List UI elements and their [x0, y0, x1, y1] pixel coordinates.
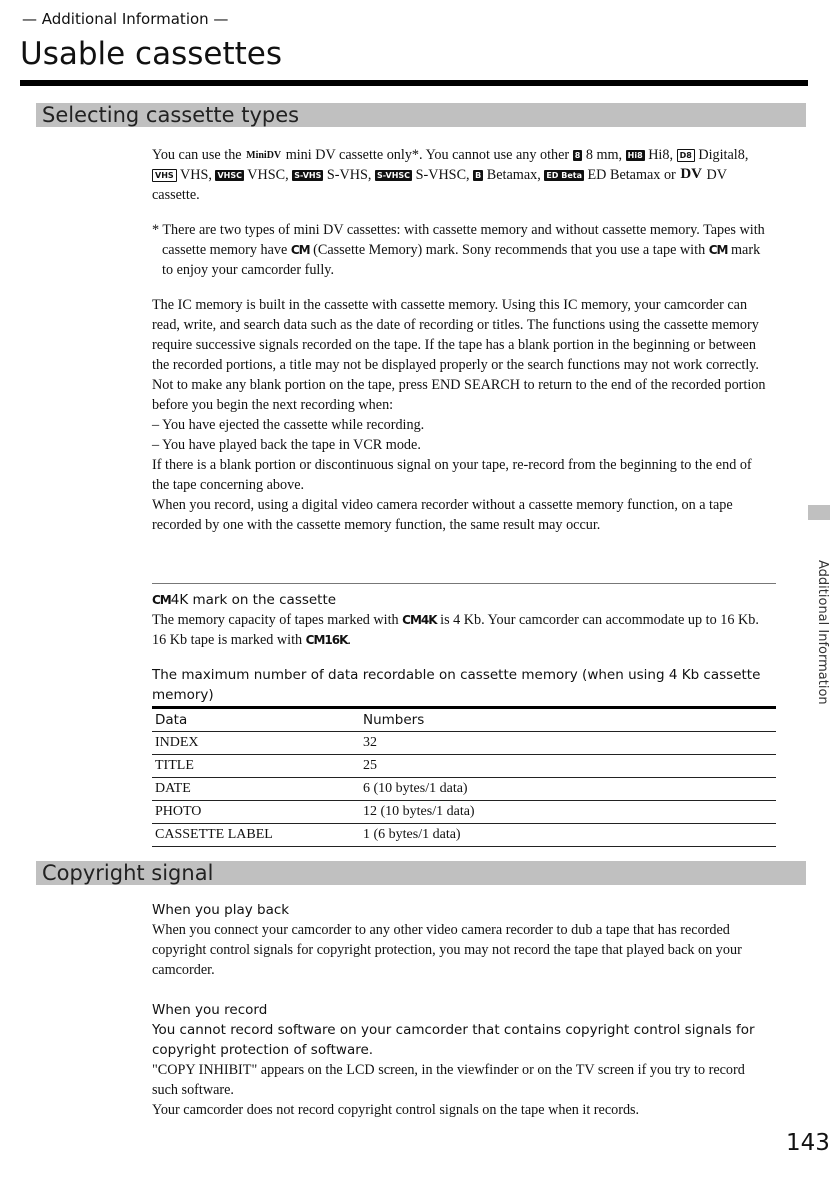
table-header-row: Data Numbers [152, 708, 776, 732]
dv-logo-icon: DV [680, 166, 702, 182]
divider [152, 583, 776, 584]
table-row: INDEX 32 [152, 732, 776, 755]
section-heading-cassette-types: Selecting cassette types [36, 103, 806, 127]
side-tab-label: Additional Information [815, 560, 830, 705]
ed-beta-logo-icon: ED Beta [546, 171, 582, 180]
memory-table [152, 706, 776, 847]
table-row: CASSETTE LABEL 1 (6 bytes/1 data) [152, 824, 776, 847]
cassette-types-paragraph: You can use the MiniDV mini DV cassette only*. You cannot use any other 8 8 mm, Hi8 Hi8, D8 Digital8, VHS VHS, VHSC VHSC, S-VHS S-VHS, S-VHSC S-VHSC, B Betamax, ED Beta ED Betamax or DV DV cassette. [152, 147, 749, 203]
svhs-logo-icon: S-VHS [294, 171, 322, 180]
playback-heading: When you play back [152, 902, 290, 918]
ic-memory-text: The IC memory is built in the cassette with cassette memory. Using this IC memory, your camcorder can read, write, and search data such as the date of recording or titles. The functions using the cassette memory require successive signals recorded on the tape. If the tape has a blank portion in the beginning or between the recorded portions, a title may not be displayed properly or the search functions may not work correctly. Not to make any blank portion on the tape, press END SEARCH to return to the end of the recorded portion before you begin the next recording when: – You have ejected the cassette while recording. – You have played back the tape in VCR mode. If there is a blank portion or discontinuous signal on your tape, re-record from the beginning to the end of the tape concerning above. When you record, using a digital video camera recorder without a cassette memory function, on a tape recorded by one with the cassette memory function, the same result may occur. [152, 297, 766, 533]
table-row: DATE 6 (10 bytes/1 data) [152, 778, 776, 801]
betamax-logo-icon: B [475, 171, 482, 180]
hi8-logo-icon: Hi8 [627, 151, 643, 160]
svhsc-logo-icon: S-VHSC [377, 171, 411, 180]
table-row: TITLE 25 [152, 755, 776, 778]
page-number: 143 [786, 1130, 830, 1156]
cm16k-mark-icon: CM16K [305, 633, 348, 647]
copyright-playback: When you play back When you connect your camcorder to any other video camera recorder to dub a tape that has recorded copyright control signals for copyright protection, you may not record the tape that played back on your camcorder. [152, 900, 772, 980]
side-tab-marker [808, 505, 830, 520]
digital8-logo-icon: D8 [677, 149, 695, 162]
cassette-memory-mark-icon: CM [290, 243, 310, 257]
table-caption: The maximum number of data recordable on cassette memory (when using 4 Kb cassette memory) [152, 667, 761, 703]
section-heading-copyright: Copyright signal [36, 861, 806, 885]
cassette-memory-mark-icon: CM [708, 243, 728, 257]
cm4k-section: CM4K mark on the cassette The memory capacity of tapes marked with CM4K is 4 Kb. Your camcorder can accommodate up to 16 Kb. 16 Kb tape is marked with CM16K. [152, 590, 772, 650]
section-kicker: — Additional Information — [22, 10, 229, 28]
page-title: Usable cassettes [20, 36, 283, 72]
footnote: * There are two types of mini DV cassettes: with cassette memory and without cassette memory. Tapes with cassette memory have CM (Cassette Memory) mark. Sony recommends that you use a tape with CM mark to enjoy your camcorder fully. [152, 222, 765, 278]
cm4k-heading: CM4K mark on the cassette [152, 592, 337, 608]
table-row: PHOTO 12 (10 bytes/1 data) [152, 801, 776, 824]
title-rule [20, 80, 808, 86]
minidv-logo-icon: MiniDV [246, 150, 282, 161]
copyright-record: When you record You cannot record software on your camcorder that contains copyright control signals for copyright protection of software. "COPY INHIBIT" appears on the LCD screen, in the viewfinder or on the TV screen if you try to record such software. Your camcorder does not record copyright control signals on the tape when it records. [152, 1000, 772, 1120]
cm4k-mark-icon: CM4K [402, 613, 437, 627]
vhs-logo-icon: VHS [152, 169, 177, 182]
8mm-logo-icon: 8 [574, 151, 581, 160]
vhsc-logo-icon: VHSC [217, 171, 242, 180]
record-heading: When you record [152, 1002, 268, 1018]
